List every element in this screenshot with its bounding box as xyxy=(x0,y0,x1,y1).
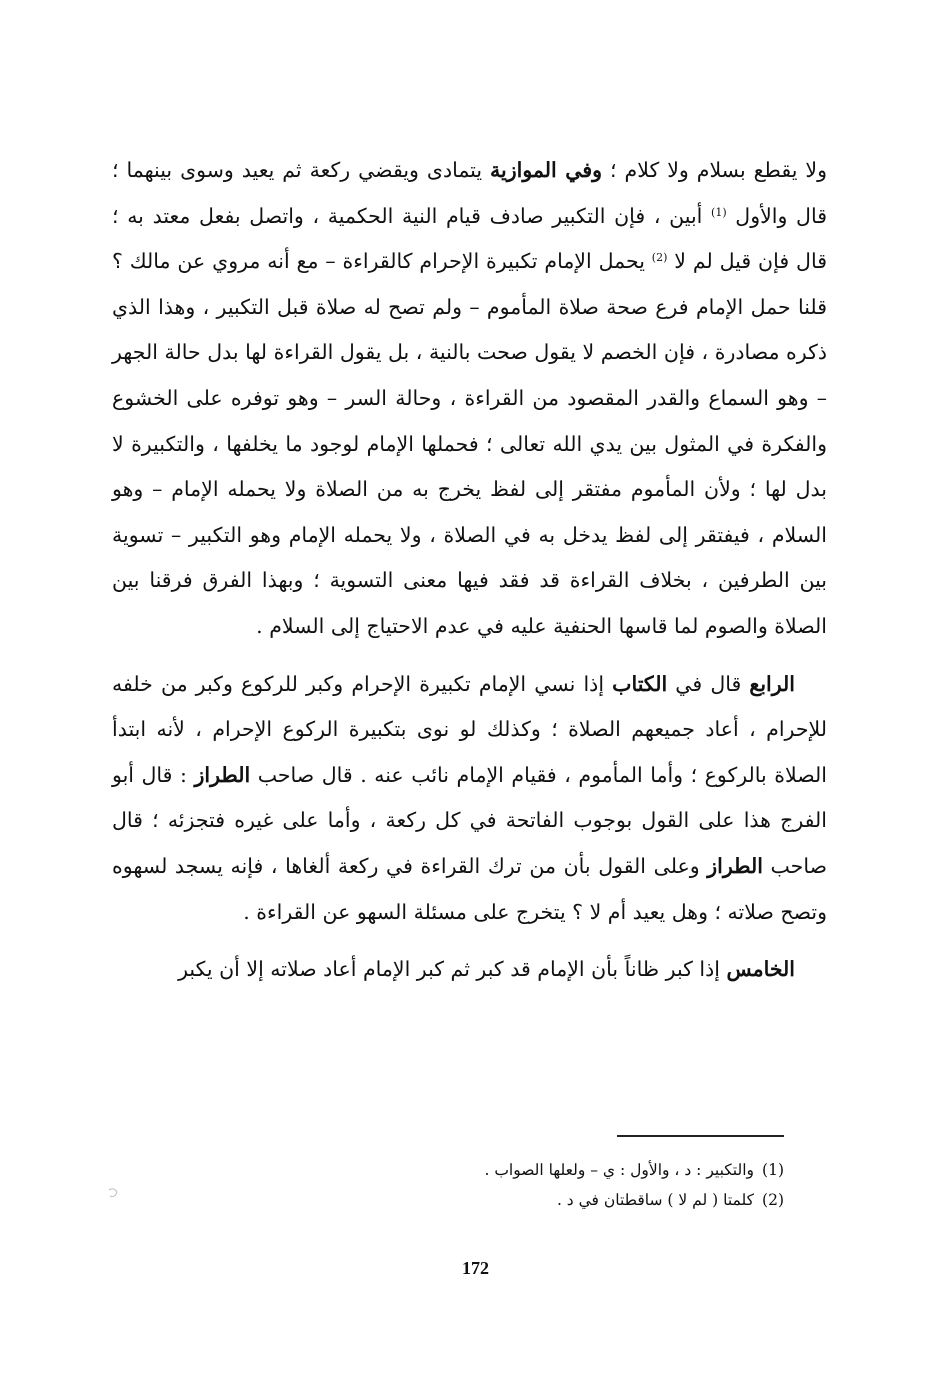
bold-term: الطراز xyxy=(707,853,763,878)
text-run: إذا نسي الإمام تكبيرة الإحرام وكبر للركوع وكبر من خلفه للإحرام ، أعاد جميعهم الصلاة ؛ وكذلك لو نوى بتكبيرة الركوع الإحرام ، لأنه ابتدأ الصلاة بالركوع ؛ وأما المأموم ، فقيام الإمام نائب عنه . قال صاحب xyxy=(112,671,827,787)
text-run: قال في xyxy=(667,671,750,696)
bold-term: الكتاب xyxy=(612,671,668,696)
text-run: إذا كبر ظاناً بأن الإمام قد كبر ثم كبر الإمام أعاد صلاته إلا أن يكبر xyxy=(178,957,727,982)
footnote-separator xyxy=(617,1135,784,1137)
bold-term: الرابع xyxy=(749,671,795,696)
text-run: وعلى القول بأن من ترك القراءة في ركعة ألغاها ، فإنه يسجد لسهوه وتصح صلاته ؛ وهل يعيد أم لا ؟ يتخرج على مسئلة السهو عن القراءة . xyxy=(112,853,827,924)
footnote-number: (2) xyxy=(762,1191,784,1209)
text-run: يحمل الإمام تكبيرة الإحرام كالقراءة – مع أنه مروي عن مالك ؟ قلنا حمل الإمام فرع صحة صلاة المأموم – ولم تصح له صلاة قبل التكبير ، وهذا الذي ذكره مصادرة ، فإن الخصم لا يقول صحت بالنية ، بل يقول القراءة لها بدل حالة الجهر – وهو السماع والقدر المقصود من القراءة ، وحالة السر – وهو توفره على الخشوع والفكرة في المثول بين يدي الله تعالى ؛ فحملها الإمام لوجود ما يخلفها ، والتكبيرة لا بدل لها ؛ ولأن المأموم مفتقر إلى لفظ يخرج به من الصلاة ولا يحمله الإمام – وهو السلام ، فيفتقر إلى لفظ يدخل به في الصلاة ، ولا يحمله الإمام وهو التكبير – تسوية بين الطرفين ، بخلاف القراءة قد فقد فيها معنى التسوية ؛ وبهذا الفرق فرقنا بين الصلاة والصوم لما قاسها الحنفية عليه في عدم الاحتياج إلى السلام . xyxy=(112,249,827,638)
footnotes xyxy=(300,1155,784,1215)
footnote-text: كلمتا ( لم لا ) ساقطتان في د . xyxy=(556,1191,754,1209)
footnote xyxy=(300,1155,784,1185)
text-run: : قال أبو الفرج هذا على القول بوجوب الفاتحة في كل ركعة ، وأما على غيره فتجزئه ؛ قال صاحب xyxy=(112,762,827,878)
page-number: 172 xyxy=(462,1258,489,1278)
footnote-reference: (2) xyxy=(651,251,668,265)
paragraph xyxy=(112,947,827,993)
paragraph xyxy=(112,148,827,650)
footnote xyxy=(300,1185,784,1215)
bold-term: الطراز xyxy=(194,762,251,787)
scan-speck-mark xyxy=(106,1186,120,1200)
text-run: أبين ، فإن التكبير صادف قيام النية الحكمية ، واتصل بفعل معتد به ؛ قال فإن قيل لم لا xyxy=(112,203,827,274)
footnote-text: والتكبير : د ، والأول : ي – ولعلها الصواب . xyxy=(484,1161,754,1179)
text-run: يتمادى ويقضي ركعة ثم يعيد وسوى بينهما ؛ قال والأول xyxy=(112,158,827,228)
footnote-reference: (1) xyxy=(711,205,727,219)
bold-term: الخامس xyxy=(726,957,795,982)
main-text xyxy=(112,148,827,993)
paragraph xyxy=(112,662,827,936)
footnote-number: (1) xyxy=(762,1161,784,1179)
bold-term: وفي الموازية xyxy=(490,158,603,182)
text-run: ولا يقطع بسلام ولا كلام ؛ xyxy=(602,158,828,182)
